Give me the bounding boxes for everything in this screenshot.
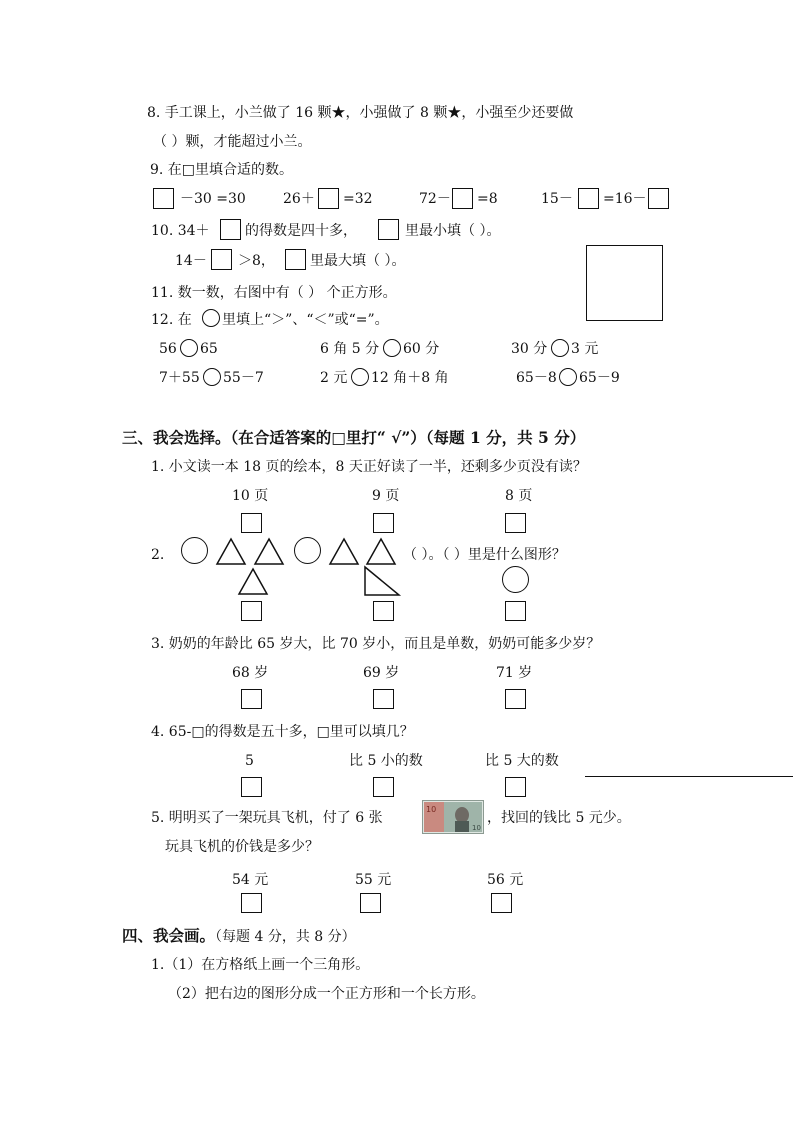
- s3-q4-text: 4. 65-□的得数是五十多，□里可以填几？: [151, 724, 414, 740]
- s3-q5-option-2: 55 元: [355, 872, 392, 888]
- s3-q5-checkbox-1[interactable]: [241, 893, 262, 913]
- q12-compare-circle[interactable]: [351, 368, 369, 386]
- triangle-option: [238, 568, 268, 595]
- s3-q3-option-1: 68 岁: [232, 665, 269, 681]
- q12-r2c3-right: 65－9: [579, 370, 620, 386]
- triangle-shape: [254, 538, 284, 565]
- s3-q1-checkbox-3[interactable]: [505, 513, 526, 533]
- s3-q1-option-3: 8 页: [505, 488, 533, 504]
- s3-q4-checkbox-1[interactable]: [241, 777, 262, 797]
- s3-q5-option-3: 56 元: [487, 872, 524, 888]
- s3-q4-option-3: 比 5 大的数: [485, 753, 559, 769]
- triangle-shape: [329, 538, 359, 565]
- s3-q5-checkbox-3[interactable]: [491, 893, 512, 913]
- s3-q4-checkbox-3[interactable]: [505, 777, 526, 797]
- s4-line2: （2）把右边的图形分成一个正方形和一个长方形。: [168, 986, 485, 1002]
- s3-q2-checkbox-1[interactable]: [241, 601, 262, 621]
- s3-q2-number: 2.: [151, 547, 165, 563]
- q12-r1c2-left: 6 角 5 分: [320, 341, 380, 357]
- s3-q5-text-b: ，找回的钱比 5 元少。: [487, 810, 631, 826]
- q9-expr-4b: =16－: [603, 191, 647, 207]
- svg-text:10: 10: [472, 824, 481, 832]
- s3-q3-option-3: 71 岁: [496, 665, 533, 681]
- s3-q5-checkbox-2[interactable]: [360, 893, 381, 913]
- q9-blank-5[interactable]: [648, 188, 669, 209]
- q9-title: 9. 在□里填合适的数。: [150, 162, 294, 178]
- q10-blank-3[interactable]: [211, 249, 232, 270]
- circle-shape: [181, 537, 208, 564]
- s3-q5-text-line2: 玩具飞机的价钱是多少？: [165, 839, 319, 855]
- answer-line: [585, 776, 793, 777]
- q9-expr-1: －30 =30: [180, 191, 246, 207]
- q12-r1c1-left: 56: [159, 341, 177, 357]
- banknote-10-yuan-icon: [422, 800, 484, 834]
- q10-part-a2: 的得数是四十多，: [245, 223, 357, 239]
- q12-r1c3-left: 30 分: [511, 341, 548, 357]
- s3-q2-checkbox-2[interactable]: [373, 601, 394, 621]
- q12-r2c1-right: 55－7: [223, 370, 264, 386]
- q12-r1c1-right: 65: [200, 341, 218, 357]
- section-4-heading: [122, 926, 356, 947]
- s3-q3-checkbox-2[interactable]: [373, 689, 394, 709]
- s3-q1-checkbox-1[interactable]: [241, 513, 262, 533]
- s3-q1-text: 1. 小文读一本 18 页的绘本，8 天正好读了一半，还剩多少页没有读？: [151, 459, 587, 475]
- s3-q4-option-1: 5: [245, 753, 254, 769]
- q9-expr-3a: 72－: [419, 191, 451, 207]
- q10-part-a3: 里最小填（ ）。: [405, 223, 501, 239]
- q12-text-a: 12. 在: [151, 312, 192, 328]
- s3-q3-checkbox-3[interactable]: [505, 689, 526, 709]
- q12-r1c2-right: 60 分: [403, 341, 440, 357]
- s3-q4-checkbox-2[interactable]: [373, 777, 394, 797]
- q8-line2: （ ）颗，才能超过小兰。: [153, 134, 312, 150]
- q11-text: 11. 数一数，右图中有（ ） 个正方形。: [151, 285, 397, 301]
- s3-q3-option-2: 69 岁: [363, 665, 400, 681]
- section-4-title: 四、我会画。: [122, 926, 216, 945]
- q10-blank-1[interactable]: [220, 219, 241, 240]
- q10-blank-2[interactable]: [378, 219, 399, 240]
- q12-r2c3-left: 65－8: [516, 370, 557, 386]
- triangle-shape: [216, 538, 246, 565]
- q10-part-a1: 10. 34＋: [151, 223, 210, 239]
- section-4-note: （每题 4 分，共 8 分）: [215, 929, 356, 945]
- q10-part-b3: 里最大填（ ）。: [310, 253, 406, 269]
- q12-r2c1-left: 7＋55: [159, 370, 200, 386]
- q9-blank-3[interactable]: [452, 188, 473, 209]
- q10-part-b1: 14－: [175, 253, 207, 269]
- q9-expr-4a: 15－: [541, 191, 573, 207]
- circle-icon: [202, 309, 220, 327]
- right-triangle-option: [364, 566, 400, 596]
- q9-blank-2[interactable]: [318, 188, 339, 209]
- s3-q4-option-2: 比 5 小的数: [349, 753, 423, 769]
- q12-compare-circle[interactable]: [180, 339, 198, 357]
- q9-blank-1[interactable]: [153, 188, 174, 209]
- s3-q5-option-1: 54 元: [232, 872, 269, 888]
- q9-expr-2b: =32: [343, 191, 373, 207]
- q10-part-b2: ＞8，: [238, 253, 275, 269]
- circle-option: [502, 566, 529, 593]
- q9-expr-2a: 26＋: [283, 191, 315, 207]
- q12-compare-circle[interactable]: [559, 368, 577, 386]
- s3-q1-checkbox-2[interactable]: [373, 513, 394, 533]
- s4-line1: 1.（1）在方格纸上画一个三角形。: [151, 957, 370, 973]
- s3-q2-tail: （ ）。（ ）里是什么图形？: [403, 547, 566, 563]
- q10-blank-4[interactable]: [285, 249, 306, 270]
- banknote-value: 10: [426, 805, 437, 814]
- q9-blank-4[interactable]: [578, 188, 599, 209]
- s3-q1-option-2: 9 页: [372, 488, 400, 504]
- q12-compare-circle[interactable]: [383, 339, 401, 357]
- q8-line1: 8. 手工课上，小兰做了 16 颗★，小强做了 8 颗★，小强至少还要做: [147, 105, 574, 121]
- section-3-title: 三、我会选择。（在合适答案的□里打“ √”）（每题 1 分，共 5 分）: [122, 428, 586, 447]
- q12-compare-circle[interactable]: [203, 368, 221, 386]
- s3-q3-checkbox-1[interactable]: [241, 689, 262, 709]
- q12-r2c2-right: 12 角＋8 角: [371, 370, 449, 386]
- q12-compare-circle[interactable]: [551, 339, 569, 357]
- s3-q5-text-a: 5. 明明买了一架玩具飞机，付了 6 张: [151, 810, 383, 826]
- q12-r1c3-right: 3 元: [571, 341, 599, 357]
- circle-shape: [294, 537, 321, 564]
- q9-expr-3b: =8: [477, 191, 498, 207]
- s3-q2-checkbox-3[interactable]: [505, 601, 526, 621]
- q12-r2c2-left: 2 元: [320, 370, 348, 386]
- s3-q1-option-1: 10 页: [232, 488, 269, 504]
- q12-text-b: 里填上“＞”、“＜”或“=”。: [222, 312, 389, 328]
- square-figure: [586, 245, 663, 321]
- s3-q3-text: 3. 奶奶的年龄比 65 岁大，比 70 岁小，而且是单数，奶奶可能多少岁？: [151, 636, 601, 652]
- triangle-shape: [366, 538, 396, 565]
